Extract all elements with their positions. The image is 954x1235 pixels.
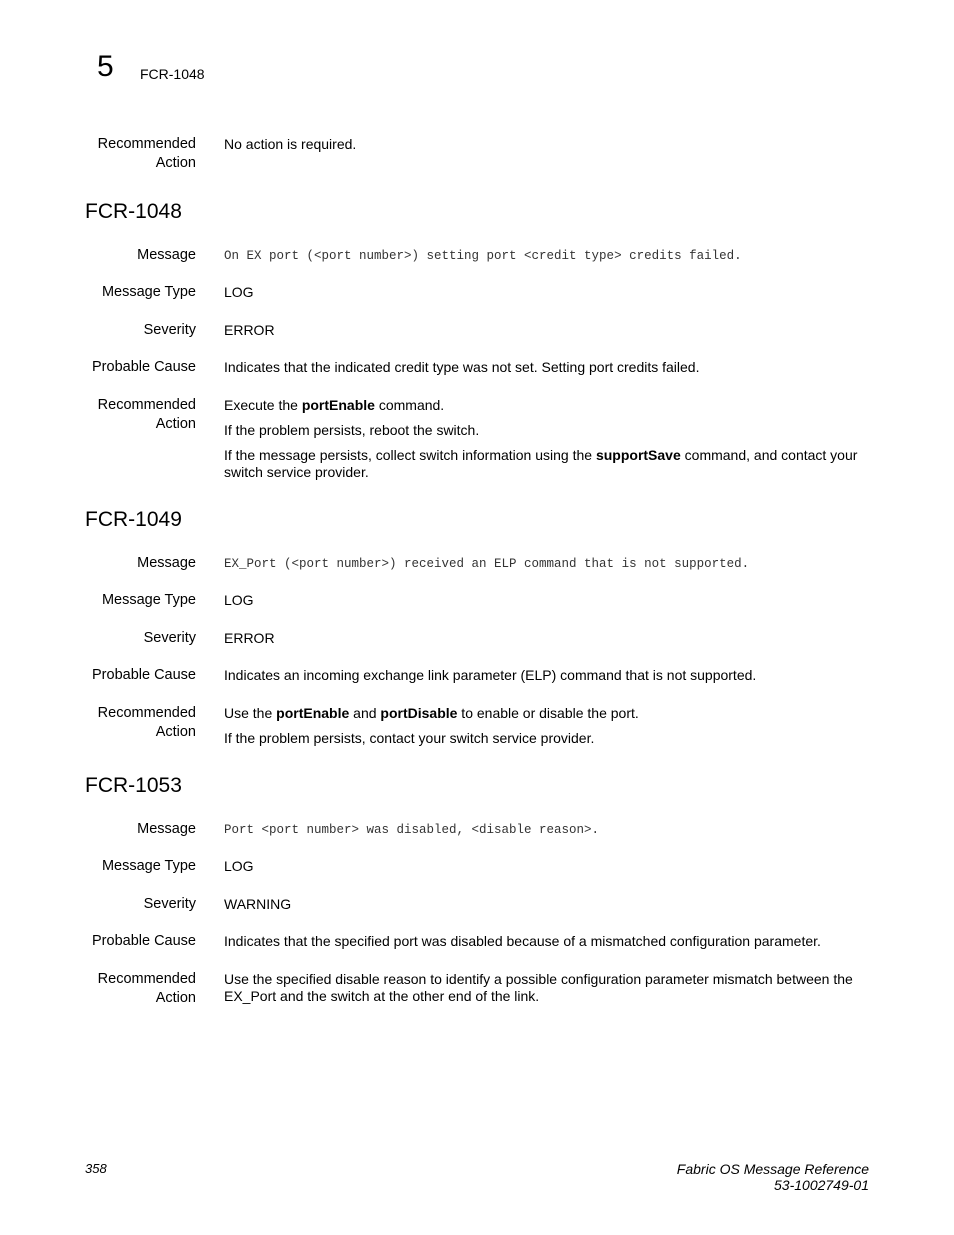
message-text: EX_Port (<port number>) received an ELP command that is not supported. — [224, 557, 750, 571]
recommended-action-label: Recommended Action — [97, 705, 196, 740]
recommended-action-label: Recommended Action — [97, 136, 196, 171]
command-name: portDisable — [380, 705, 458, 721]
page-number: 358 — [85, 1161, 107, 1176]
footer-doc-info — [677, 1161, 869, 1193]
doc-number: 53-1002749-01 — [774, 1177, 869, 1193]
command-name: supportSave — [595, 447, 681, 463]
message-type-value: LOG — [224, 592, 254, 608]
recommended-action-text: Use the specified disable reason to identify a possible configuration parameter mismatch between the EX_Port and the switch at the other end of the link. — [224, 971, 853, 1004]
message-type-label: Message Type — [101, 858, 196, 874]
probable-cause-label: Probable Cause — [92, 667, 196, 683]
recommended-action-text: No action is required. — [224, 136, 357, 152]
recommended-action-label: Recommended Action — [97, 397, 196, 432]
message-text: On EX port (<port number>) setting port <credit type> credits failed. — [224, 249, 742, 263]
message-label: Message — [137, 247, 196, 263]
severity-label: Severity — [143, 896, 196, 912]
probable-cause-text: Indicates that the specified port was disabled because of a mismatched configuration parameter. — [224, 933, 821, 949]
probable-cause-text: Indicates that the indicated credit type was not set. Setting port credits failed. — [224, 359, 700, 375]
recommended-action-text: Use the portEnable and portDisable to enable or disable the port. If the problem persists, contact your switch service provider. — [224, 705, 639, 746]
severity-label: Severity — [143, 322, 196, 338]
probable-cause-label: Probable Cause — [92, 933, 196, 949]
severity-value: ERROR — [224, 322, 275, 338]
running-header: FCR-1048 — [140, 66, 205, 82]
message-label: Message — [137, 555, 196, 571]
message-type-label: Message Type — [101, 592, 196, 608]
recommended-action-label: Recommended Action — [97, 971, 196, 1006]
doc-title: Fabric OS Message Reference — [676, 1161, 869, 1177]
severity-label: Severity — [143, 630, 196, 646]
severity-value: ERROR — [224, 630, 275, 646]
entry-title: FCR-1049 — [85, 508, 182, 531]
recommended-action-text: Execute the portEnable command. If the problem persists, reboot the switch. If the message persists, collect switch information using the supportSave command, and contact your switch service provider. — [224, 397, 858, 480]
message-type-label: Message Type — [101, 284, 196, 300]
probable-cause-text: Indicates an incoming exchange link parameter (ELP) command that is not supported. — [224, 667, 757, 683]
message-label: Message — [137, 821, 196, 837]
command-name: portEnable — [301, 397, 375, 413]
message-type-value: LOG — [224, 858, 254, 874]
probable-cause-label: Probable Cause — [92, 359, 196, 375]
message-text: Port <port number> was disabled, <disable reason>. — [224, 823, 600, 837]
command-name: portEnable — [276, 705, 350, 721]
entry-title: FCR-1048 — [85, 200, 182, 223]
chapter-number: 5 — [97, 50, 114, 83]
message-type-value: LOG — [224, 284, 254, 300]
severity-value: WARNING — [224, 896, 292, 912]
entry-title: FCR-1053 — [85, 774, 182, 797]
